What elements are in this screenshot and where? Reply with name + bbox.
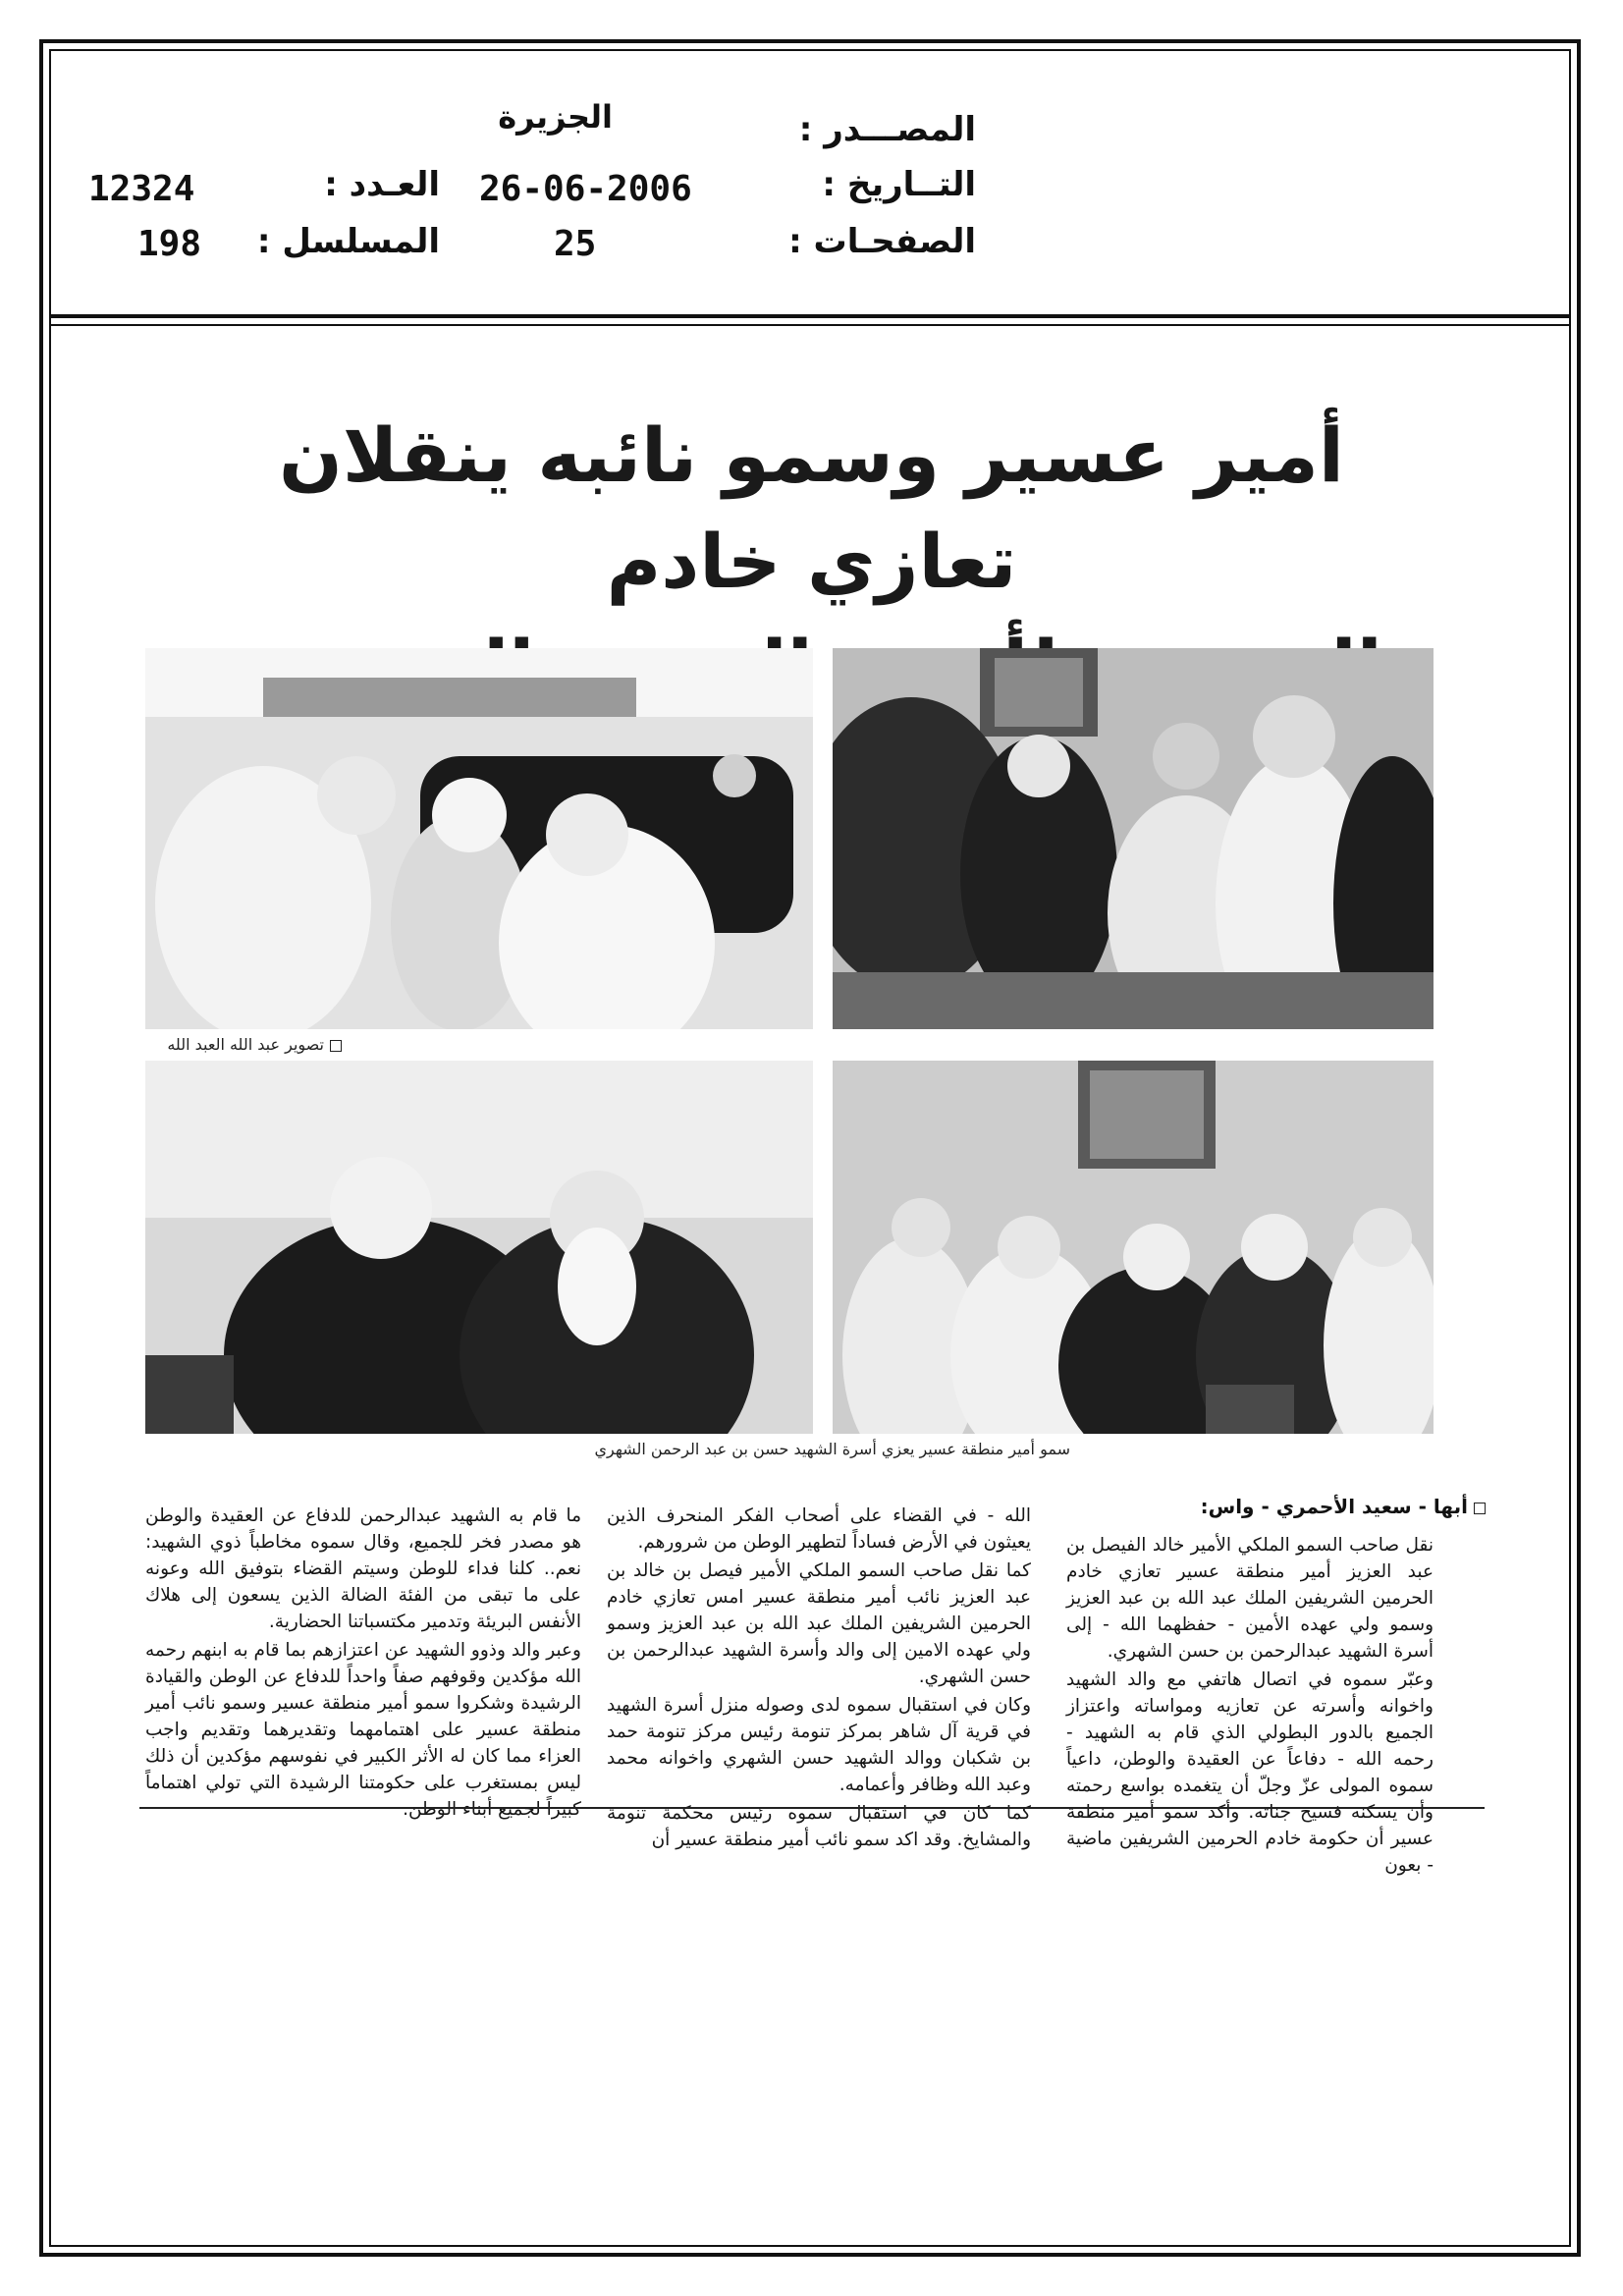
column-middle: [607, 1503, 1031, 1855]
column-middle-paragraph: الله - في القضاء على أصحاب الفكر المنحرف الذين يعيثون في الأرض فساداً لتطهير الوطن من شرورهم.: [607, 1505, 1031, 1553]
photo-bottom-left: [145, 1061, 813, 1434]
pages-label: الصفحـات :: [788, 222, 976, 261]
column-middle-paragraph: وكان في استقبال سموه لدى وصوله منزل أسرة الشهيد في قرية آل شاهر بمركز تنومة رئيس مركز تنومة حمد بن شكبان ووالد الشهيد حسن الشهري واخوانه محمد وعبد الله وظافر وأعمامه.: [607, 1695, 1031, 1795]
square-bullet-icon: [1474, 1503, 1486, 1514]
column-left-paragraph: وعبر والد وذوو الشهيد عن اعتزازهم بما قام به ابنهم رحمه الله مؤكدين وقوفهم صفاً واحداً للدفاع عن الوطن والقيادة الرشيدة وشكروا سمو أمير منطقة عسير وسمو نائب أمير منطقة عسير على اهتمامهما وتقديرهما وتقديم واجب العزاء مما كان له الأثر الكبير في نفوسهم مؤكدين أن ذلك ليس بمستغرب على حكومتنا الرشيدة التي تولي اهتماماً كبيراً لجميع أبناء الوطن.: [145, 1640, 581, 1820]
header-divider-thin: [49, 324, 1571, 326]
serial-value: 198: [137, 224, 202, 264]
source-value: الجزيرة: [498, 98, 613, 136]
photo-top-right-image: [833, 648, 1434, 1029]
byline-text: أبها - سعيد الأحمري - واس:: [1200, 1495, 1468, 1518]
column-right-paragraph: وعبّر سموه في اتصال هاتفي مع والد الشهيد واخوانه وأسرته عن تعازيه ومواساته واعتزاز الجميع بالدور البطولي الذي قام به الشهيد - رحمه الله - دفاعاً عن العقيدة والوطن، داعياً سموه المولى عزّ وجلّ أن يتغمده بواسع رحمته وأن يسكنه فسيح جناته. وأكد سمو أمير منطقة عسير أن حكومة خادم الحرمين الشريفين ماضية - بعون: [1066, 1669, 1434, 1876]
serial-label: المسلسل :: [256, 222, 440, 261]
header-divider: [49, 314, 1571, 318]
byline: [1201, 1495, 1486, 1518]
issue-label: العـدد :: [324, 165, 440, 204]
column-right-paragraph: نقل صاحب السمو الملكي الأمير خالد الفيصل بن عبد العزيز أمير منطقة عسير تعازي خادم الحرمين الشريفين الملك عبد الله بن عبد العزيز وسمو ولي عهده الأمين - حفظهما الله - إلى أسرة الشهيد عبدالرحمن بن حسن الشهري.: [1066, 1535, 1434, 1662]
photo-caption: سمو أمير منطقة عسير يعزي أسرة الشهيد حسن بن عبد الرحمن الشهري: [594, 1440, 1070, 1458]
photo-credit: [167, 1035, 342, 1054]
clipping-header: [55, 55, 1565, 314]
date-label: التــاريخ :: [822, 165, 976, 204]
column-right: [1066, 1532, 1434, 1881]
column-middle-paragraph: كما نقل صاحب السمو الملكي الأمير فيصل بن خالد بن عبد العزيز نائب أمير منطقة عسير امس تعازي خادم الحرمين الشريفين الملك عبد الله بن عبد العزيز وسمو ولي عهده الامين إلى والد وأسرة الشهيد عبدالرحمن بن حسن الشهري.: [607, 1560, 1031, 1687]
headline-line-1: أمير عسير وسمو نائبه ينقلان تعازي خادم: [279, 411, 1344, 605]
photo-top-left-image: [145, 648, 813, 1029]
column-middle-paragraph: كما كان في استقبال سموه رئيس محكمة تنومة والمشايخ. وقد اكد سمو نائب أمير منطقة عسير أن: [607, 1803, 1031, 1850]
column-left-paragraph: ما قام به الشهيد عبدالرحمن للدفاع عن العقيدة والوطن هو مصدر فخر للجميع، وقال سموه مخاطباً ذوي الشهيد: نعم.. كلنا فداء للوطن وسيتم القضاء بتوفيق الله وعونه على ما تبقى من الفئة الضالة الذين يسعون إلى هلاك الأنفس البريئة وتدمير مكتسباتنا الحضارية.: [145, 1505, 581, 1632]
photo-credit-text: تصوير عبد الله العبد الله: [167, 1035, 324, 1054]
square-bullet-icon: [330, 1040, 342, 1052]
bottom-rule: [139, 1807, 1485, 1809]
pages-value: 25: [554, 224, 597, 264]
issue-value: 12324: [88, 169, 195, 209]
photo-top-right: [833, 648, 1434, 1029]
photo-bottom-right-image: [833, 1061, 1434, 1434]
date-value: 26-06-2006: [479, 169, 692, 209]
column-left: [145, 1503, 581, 1825]
source-label: المصـــدر :: [798, 110, 976, 149]
photo-top-left: [145, 648, 813, 1029]
photo-bottom-left-image: [145, 1061, 813, 1434]
photo-bottom-right: [833, 1061, 1434, 1434]
